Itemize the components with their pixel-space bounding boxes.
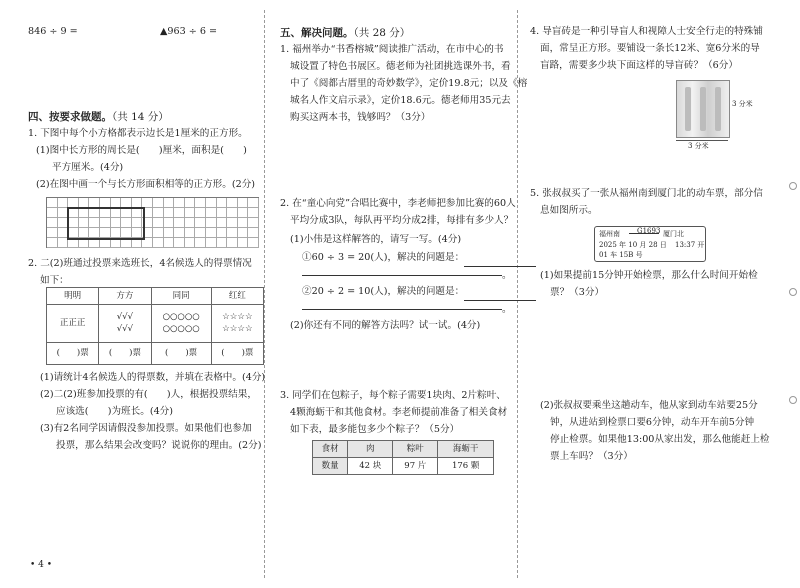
tally-tongtong: ○○○○○ ○○○○○ bbox=[151, 305, 211, 343]
grid-cell bbox=[238, 238, 249, 248]
candidate-tongtong: 同同 bbox=[151, 288, 211, 305]
grid-cell bbox=[174, 238, 185, 248]
p2-answer1 bbox=[302, 250, 536, 267]
p2-sub1: (1)小伟是这样解答的，请写一写。(4分) bbox=[290, 234, 462, 245]
grid-cell bbox=[47, 198, 58, 208]
q2-sub3: (3)有2名同学因请假没参加投票。如果他们也参加 bbox=[40, 423, 252, 434]
grid-cell bbox=[195, 238, 206, 248]
grid-cell bbox=[227, 228, 238, 238]
tally-mingming: 正正正 bbox=[47, 305, 99, 343]
leaf-quantity: 97 片 bbox=[393, 458, 438, 475]
grid-cell bbox=[248, 208, 259, 218]
answer-line-2[interactable] bbox=[302, 309, 502, 310]
grid-cell bbox=[185, 208, 196, 218]
grid-cell bbox=[248, 228, 259, 238]
text-line: (2)张叔叔要乘坐这趟动车，他从家到动车站要25分 bbox=[540, 400, 758, 411]
text-line: 平均分成3队，每队再平均分成2排，每排有多少人？ bbox=[290, 215, 514, 226]
answer-line-1[interactable] bbox=[302, 275, 502, 276]
p2-sub2: (2)你还有不同的解答方法吗？试一试。(4分) bbox=[290, 320, 481, 331]
answer-period-1: 。 bbox=[502, 270, 512, 281]
grid-cell bbox=[206, 228, 217, 238]
grid-cell bbox=[164, 208, 175, 218]
grid-cell bbox=[164, 228, 175, 238]
grid-cell bbox=[238, 208, 249, 218]
problem-4 bbox=[530, 24, 763, 75]
tactile-tile-image bbox=[676, 80, 730, 138]
grid-cell bbox=[206, 238, 217, 248]
section-5-title bbox=[280, 24, 410, 42]
grid-cell bbox=[206, 208, 217, 218]
q2-sub2b: 应该选( )为班长。(4分) bbox=[56, 406, 174, 417]
ingredient-table bbox=[312, 440, 494, 475]
grid-cell bbox=[185, 238, 196, 248]
grid-cell bbox=[153, 218, 164, 228]
q2-sub2: (2)二(2)班参加投票的有( )人，根据投票结果， bbox=[40, 389, 257, 400]
grid-cell bbox=[195, 218, 206, 228]
text-line: 盲路，需要多少块下面这样的导盲砖？（6分） bbox=[540, 60, 738, 71]
leaf-header: 粽叶 bbox=[393, 441, 438, 458]
grid-cell bbox=[47, 218, 58, 228]
text-line: 5. 张叔叔买了一张从福州南到厦门北的动车票，部分信 bbox=[530, 188, 763, 199]
q1-line1: 1. 下图中每个小方格都表示边长是1厘米的正方形。 bbox=[28, 128, 248, 139]
p2-answer1-text: ①60 ÷ 3 = 20(人)，解决的问题是： bbox=[302, 252, 465, 263]
tile-side-label: 3 分米 bbox=[732, 100, 753, 108]
text-line: 购买这两本书，钱够吗？（3分） bbox=[290, 112, 431, 123]
candidate-mingming: 明明 bbox=[47, 288, 99, 305]
q1-line3: 平方厘米。(4分) bbox=[52, 162, 124, 173]
oyster-quantity: 176 颗 bbox=[438, 458, 494, 475]
grid-cell bbox=[47, 208, 58, 218]
equation-1: 846 ÷ 9 = bbox=[28, 26, 78, 37]
grid-cell bbox=[248, 238, 259, 248]
grid-cell bbox=[185, 198, 196, 208]
grid-cell bbox=[195, 198, 206, 208]
tally-honghong: ☆☆☆☆ ☆☆☆☆ bbox=[211, 305, 263, 343]
grid-cell bbox=[153, 208, 164, 218]
text-line: 2. 在“童心向党”合唱比赛中，李老师把参加比赛的60人 bbox=[280, 198, 516, 209]
problem-1 bbox=[280, 42, 527, 127]
p2-answer2-text: ②20 ÷ 2 = 10(人)，解决的问题是： bbox=[302, 286, 465, 297]
text-line: 面，常呈正方形。要铺设一条长12米、宽6分米的导 bbox=[540, 43, 760, 54]
ticket-train: G1693 bbox=[637, 227, 661, 235]
grid-cell bbox=[174, 208, 185, 218]
ingredient-header: 食材 bbox=[313, 441, 348, 458]
vote-table bbox=[46, 287, 264, 365]
grid-cell bbox=[217, 198, 228, 208]
binding-hole-2 bbox=[789, 288, 797, 296]
text-line: 票上车吗？（3分） bbox=[550, 451, 633, 462]
section-4-title bbox=[28, 108, 169, 126]
ticket-seat: 01 车 15B 号 bbox=[599, 251, 643, 259]
grid-cell bbox=[248, 218, 259, 228]
rectangle-figure bbox=[67, 207, 145, 240]
grid-cell bbox=[238, 228, 249, 238]
votes-fangfang[interactable]: ( )票 bbox=[99, 343, 151, 365]
text-line: 中了《阅都古厝里的奇妙数学》，定价19.8元；以及《榕 bbox=[290, 78, 528, 89]
text-line: 城设置了特色书展区。德老师为社团挑选课外书，看 bbox=[290, 61, 511, 72]
q1-line4: (2)在图中画一个与长方形面积相等的正方形。(2分) bbox=[36, 179, 256, 190]
grid-cell bbox=[164, 238, 175, 248]
ticket-to: 厦门北 bbox=[663, 230, 684, 238]
votes-honghong[interactable]: ( )票 bbox=[211, 343, 263, 365]
binding-hole-1 bbox=[789, 182, 797, 190]
train-ticket bbox=[594, 226, 706, 262]
problem-5-sub1 bbox=[540, 268, 758, 302]
grid-cell bbox=[206, 198, 217, 208]
problem-2 bbox=[280, 196, 516, 230]
q1-line2: (1)图中长方形的周长是( )厘米，面积是( ) bbox=[36, 145, 247, 156]
grid-cell bbox=[227, 238, 238, 248]
q2-line1: 2. 二(2)班通过投票来选班长，4名候选人的得票情况 bbox=[28, 258, 252, 269]
grid-cell bbox=[238, 218, 249, 228]
q2-line2: 如下： bbox=[40, 275, 69, 286]
page-number: • 4 • bbox=[30, 560, 53, 570]
text-line: 票？（3分） bbox=[550, 287, 605, 298]
grid-cell bbox=[217, 238, 228, 248]
binding-hole-3 bbox=[789, 396, 797, 404]
grid-cell bbox=[195, 228, 206, 238]
answer-period-2: 。 bbox=[502, 304, 512, 315]
grid-cell bbox=[217, 218, 228, 228]
grid-cell bbox=[206, 218, 217, 228]
grid-cell bbox=[227, 198, 238, 208]
grid-cell bbox=[164, 198, 175, 208]
column-divider-1 bbox=[264, 10, 265, 578]
problem-5-sub2 bbox=[540, 398, 770, 466]
p2-answer2 bbox=[302, 284, 536, 301]
ticket-arrow bbox=[629, 233, 659, 234]
ticket-time: 13:37 开 bbox=[675, 240, 705, 249]
grid-cell bbox=[47, 228, 58, 238]
answer-blank-2[interactable] bbox=[464, 290, 536, 301]
meat-quantity: 42 块 bbox=[348, 458, 393, 475]
grid-cell bbox=[238, 198, 249, 208]
grid-cell bbox=[47, 238, 58, 248]
text-line: (1)如果提前15分钟开始检票，那么什么时间开始检 bbox=[540, 270, 758, 281]
ticket-from: 福州南 bbox=[599, 230, 620, 238]
text-line: 钟，从进站到检票口要6分钟，动车开车前5分钟 bbox=[550, 417, 755, 428]
grid-cell bbox=[185, 218, 196, 228]
text-line: 息如图所示。 bbox=[540, 205, 598, 216]
grid-cell bbox=[174, 218, 185, 228]
grid-cell bbox=[195, 208, 206, 218]
grid-cell bbox=[185, 228, 196, 238]
equation-2: ▲963 ÷ 6 = bbox=[160, 26, 218, 37]
oyster-header: 海蛎干 bbox=[438, 441, 494, 458]
q2-sub1: (1)请统计4名候选人的得票数，并填在表格中。(4分) bbox=[40, 372, 266, 383]
grid-cell bbox=[174, 198, 185, 208]
text-line: 停止检票。如果他13:00从家出发，那么他能赶上检 bbox=[550, 434, 770, 445]
grid-cell bbox=[227, 218, 238, 228]
tally-fangfang: √√√ √√√ bbox=[99, 305, 151, 343]
grid-cell bbox=[248, 198, 259, 208]
votes-mingming[interactable]: ( )票 bbox=[47, 343, 99, 365]
text-line: 4颗海蛎干和其他食材。李老师提前准备了相关食材 bbox=[290, 407, 508, 418]
text-line: 城名人作文启示录》，定价18.6元。德老师用35元去 bbox=[290, 95, 511, 106]
problem-5 bbox=[530, 186, 763, 220]
text-line: 4. 导盲砖是一种引导盲人和视障人士安全行走的特殊铺 bbox=[530, 26, 763, 37]
grid-cell bbox=[164, 218, 175, 228]
text-line: 如下表，最多能包多少个粽子？（5分） bbox=[290, 424, 460, 435]
grid-cell bbox=[153, 228, 164, 238]
grid-cell bbox=[217, 208, 228, 218]
meat-header: 肉 bbox=[348, 441, 393, 458]
candidate-fangfang: 方方 bbox=[99, 288, 151, 305]
section-5-heading: 五、解决问题。 bbox=[280, 27, 354, 39]
section-5-points: （共 28 分） bbox=[353, 27, 411, 39]
grid-cell bbox=[153, 198, 164, 208]
quantity-label: 数量 bbox=[313, 458, 348, 475]
grid-cell bbox=[227, 208, 238, 218]
grid-cell bbox=[217, 228, 228, 238]
votes-tongtong[interactable]: ( )票 bbox=[151, 343, 211, 365]
section-4-heading: 四、按要求做题。 bbox=[28, 111, 112, 123]
text-line: 1. 福州举办“书香榕城”阅读推广活动，在市中心的书 bbox=[280, 44, 504, 55]
grid-cell bbox=[153, 238, 164, 248]
answer-blank-1[interactable] bbox=[464, 256, 536, 267]
section-4-points: （共 14 分） bbox=[112, 111, 169, 123]
ticket-date: 2025 年 10 月 28 日 bbox=[599, 240, 667, 249]
grid-cell bbox=[174, 228, 185, 238]
q2-sub3b: 投票，那么结果会改变吗？说说你的理由。(2分) bbox=[56, 440, 262, 451]
text-line: 3. 同学们在包粽子，每个粽子需要1块肉、2片粽叶、 bbox=[280, 390, 506, 401]
problem-3 bbox=[280, 388, 507, 439]
tile-bottom-label: 3 分米 bbox=[688, 142, 709, 150]
candidate-honghong: 红红 bbox=[211, 288, 263, 305]
